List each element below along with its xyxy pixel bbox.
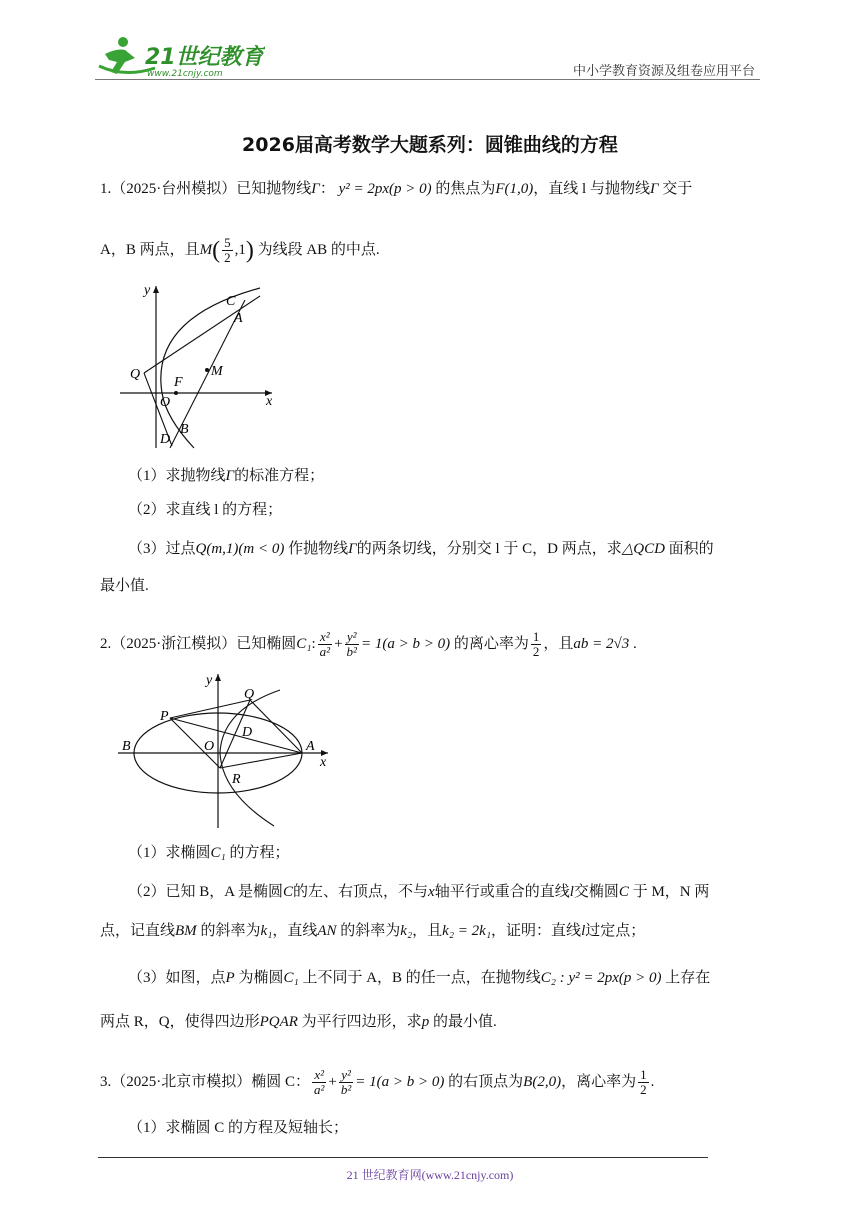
q2-part3-text: 为椭圆	[238, 970, 284, 986]
q1-line1	[100, 178, 692, 200]
fig-label-r: R	[232, 772, 241, 787]
q2-c2-equation: C₂ : y² = 2px(p > 0)	[540, 970, 662, 986]
q2-part1-text: （1）求椭圆	[128, 845, 211, 861]
q2-text: 已知椭圆	[236, 635, 297, 652]
q1-text: 的焦点为	[435, 181, 496, 197]
q2-k2: k₂	[400, 923, 413, 939]
fig-label-x: x	[266, 394, 273, 409]
fig-label-c: C	[226, 294, 236, 309]
q2-part2-text: 轴平行或重合的直线	[434, 884, 570, 900]
q2-part2-text: 的左、右顶点，不与	[293, 884, 429, 900]
q2-part2-text: 点，记直线	[100, 923, 176, 939]
fig-label-b: B	[180, 422, 189, 437]
fig-label-d: D	[242, 725, 253, 740]
q3-part1: （1）求椭圆 C 的方程及短轴长；	[128, 1120, 349, 1136]
q1-text: ，直线 l 与抛物线	[533, 181, 650, 197]
q3-frac-y: $\frac{\text{y²}}{\text{b²}}$	[340, 1067, 352, 1097]
q1-m-label: M	[199, 241, 213, 258]
q2-line1: 2.（2025·浙江模拟）已知椭圆C₁: $\frac{\text{x²}}{\text{a²}}$ + $\frac{\text{y²}}{\text{b²}}$ = 1(a > b > 0) 的离心率为 $\frac{1}{2}$ ，且ab = 2√3 .	[100, 629, 637, 659]
q2-param-p: p	[421, 1014, 430, 1030]
q2-eq-rest: = 1(a > b > 0)	[360, 635, 451, 652]
q1-gamma: Γ	[649, 181, 659, 197]
line-pq	[170, 700, 250, 718]
q2-part3	[128, 967, 710, 989]
q2-part3-cont	[100, 1011, 497, 1033]
fig-label-m: M	[211, 364, 223, 379]
site-logo	[95, 34, 265, 80]
q2-eccentricity: $\frac{1}{2}$	[532, 629, 540, 659]
q1-text: 交于	[662, 181, 693, 197]
q3-line1: 3.（2025·北京市模拟）椭圆 C： $\frac{\text{x²}}{\text{a²}}$ + $\frac{\text{y²}}{\text{b²}}$ = 1(a > b > 0) 的右顶点为B(2,0)，离心率为 $\frac{1}{2}$ .	[100, 1067, 655, 1097]
fig-label-a: A	[306, 739, 315, 754]
fig-label-q: Q	[130, 367, 141, 382]
q2-x: x	[428, 884, 435, 900]
q1-triangle: △QCD	[621, 541, 665, 557]
q1-text: 已知抛物线	[236, 181, 312, 197]
q1-gamma: Γ	[225, 468, 235, 484]
q2-c: C	[283, 884, 294, 900]
header-divider	[95, 79, 760, 80]
q1-parabola-figure	[110, 278, 285, 453]
q2-part3-text: 两点 R，Q，使得四边形	[100, 1014, 260, 1030]
q3-text: 椭圆 C：	[251, 1073, 311, 1090]
q2-part2-text: （2）已知 B，A 是椭圆	[128, 884, 284, 900]
footer-link[interactable]: 21 世纪教育网(www.21cnjy.com)	[346, 1168, 514, 1182]
q2-c1: C₁	[296, 635, 312, 652]
midpoint-m	[205, 368, 209, 372]
q2-part2	[128, 881, 709, 903]
q1-part2: （2）求直线 l 的方程；	[128, 502, 283, 518]
fig-label-b: B	[122, 739, 131, 754]
y-axis-arrow	[153, 286, 159, 293]
fig-label-x: x	[320, 755, 327, 770]
q2-l: l	[581, 923, 586, 939]
q2-ellipse-figure	[112, 668, 337, 830]
q1-part3-text: 作抛物线	[288, 541, 349, 557]
q2-text: 的离心率为	[453, 635, 529, 652]
q2-c1: C₁	[210, 845, 226, 861]
q3-end: .	[650, 1073, 655, 1090]
q2-source: （2025·浙江模拟）	[111, 635, 237, 652]
q1-part3	[128, 538, 714, 560]
q3-eccentricity: $\frac{1}{2}$	[640, 1067, 647, 1097]
fig-label-a: A	[234, 311, 243, 326]
q1-colon: ：	[319, 181, 335, 197]
fig-label-o: O	[160, 395, 171, 410]
q2-k1: k₁	[260, 923, 273, 939]
q2-ab: ab = 2√3	[573, 635, 630, 652]
q1-line2: A，B 两点，且M( $\frac{5}{2}$ ,1) 为线段 AB 的中点.	[100, 235, 380, 265]
q1-part3-text: 面积的	[668, 541, 714, 557]
q3-number: 3.	[100, 1073, 112, 1090]
q1-text: A，B 两点，且	[100, 241, 200, 258]
q1-part3-text: 的两条切线，分别交 l 于 C，D 两点，求	[356, 541, 622, 557]
fig-label-d: D	[160, 432, 171, 447]
q2-frac-y: $\frac{\text{y²}}{\text{b²}}$	[346, 629, 357, 659]
logo-url: www.21cnjy.com	[147, 69, 223, 79]
q2-part1-text: 的方程；	[229, 845, 290, 861]
runner-logo-icon	[95, 34, 265, 80]
q1-part1	[128, 465, 324, 487]
q2-part2-text: ，证明：直线	[491, 923, 582, 939]
q3-text: 的右顶点为	[448, 1073, 524, 1090]
q1-m-rest: ,1	[234, 241, 246, 258]
q2-c1: C₁	[283, 970, 299, 986]
q2-part2-text: 的斜率为	[340, 923, 401, 939]
q2-pqar: PQAR	[259, 1014, 298, 1030]
q1-point-q: Q(m,1)(m < 0)	[195, 541, 285, 557]
fig-label-p: P	[160, 709, 169, 724]
q2-part1	[128, 842, 290, 864]
q1-part1-text: （1）求抛物线	[128, 468, 226, 484]
q3-eq-rest: = 1(a > b > 0)	[355, 1073, 445, 1090]
q2-l: l	[569, 884, 574, 900]
page-title: 2026届高考数学大题系列：圆锥曲线的方程	[242, 134, 618, 156]
q1-gamma: Γ	[348, 541, 357, 557]
focus-point	[174, 391, 178, 395]
q2-part2-text: ，直线	[272, 923, 318, 939]
fig-label-f: F	[174, 375, 183, 390]
q2-bm: BM	[175, 923, 197, 939]
q2-end: .	[632, 635, 637, 652]
logo-text: 21世纪教育	[145, 45, 264, 70]
q2-part3-text: 上不同于 A，B 的任一点，在抛物线	[302, 970, 541, 986]
line-qa	[250, 700, 302, 753]
header-platform-text: 中小学教育资源及组卷应用平台	[572, 63, 755, 78]
tangent-qc	[144, 296, 260, 373]
q3-vertex-b: B(2,0)	[523, 1073, 562, 1090]
q2-part3-text: 为平行四边形，求	[301, 1014, 422, 1030]
q1-number: 1.	[100, 181, 112, 197]
line-ar	[220, 753, 302, 768]
parabola-curve	[220, 690, 280, 826]
q1-equation: y² = 2px(p > 0)	[338, 181, 432, 197]
y-axis-arrow	[215, 674, 221, 681]
q3-frac-x: $\frac{\text{x²}}{\text{a²}}$	[314, 1067, 325, 1097]
q1-m-fraction: $\frac{5}{2}$	[224, 235, 231, 265]
q2-part2-text: ，且	[412, 923, 443, 939]
q2-part3-text: 上存在	[665, 970, 711, 986]
q2-an: AN	[317, 923, 337, 939]
q2-k-equation: k₂ = 2k₁	[442, 923, 492, 939]
q1-focus: F(1,0)	[495, 181, 534, 197]
q2-number: 2.	[100, 635, 112, 652]
fig-label-y: y	[144, 283, 151, 298]
fig-label-q: Q	[244, 687, 255, 702]
q2-part2-text: 过定点；	[585, 923, 646, 939]
q2-c: C	[618, 884, 629, 900]
q1-part3-cont: 最小值.	[100, 578, 149, 594]
q3-text: ，离心率为	[561, 1073, 637, 1090]
fig-label-o: O	[204, 739, 215, 754]
footer-divider	[98, 1157, 708, 1158]
q2-part2-text: 于 M，N 两	[632, 884, 710, 900]
q1-gamma: Γ	[311, 181, 320, 197]
q2-frac-x: $\frac{\text{x²}}{\text{a²}}$	[319, 629, 331, 659]
q3-source: （2025·北京市模拟）	[111, 1073, 252, 1090]
q2-part2-text: 的斜率为	[200, 923, 261, 939]
q2-part3-text: 的最小值.	[432, 1014, 497, 1030]
q2-p: P	[225, 970, 235, 986]
q1-source: （2025·台州模拟）	[111, 181, 237, 197]
fig-label-y: y	[206, 673, 213, 688]
q1-part1-text: 的标准方程；	[234, 468, 325, 484]
q1-part3-text: （3）过点	[128, 541, 196, 557]
diagonal-pa	[170, 718, 302, 753]
q1-text: 为线段 AB 的中点.	[257, 241, 380, 258]
q2-part3-text: （3）如图，点	[128, 970, 226, 986]
q2-part2-text: 交椭圆	[573, 884, 619, 900]
q2-text: ，且	[543, 635, 574, 652]
q2-part2-cont	[100, 920, 645, 942]
